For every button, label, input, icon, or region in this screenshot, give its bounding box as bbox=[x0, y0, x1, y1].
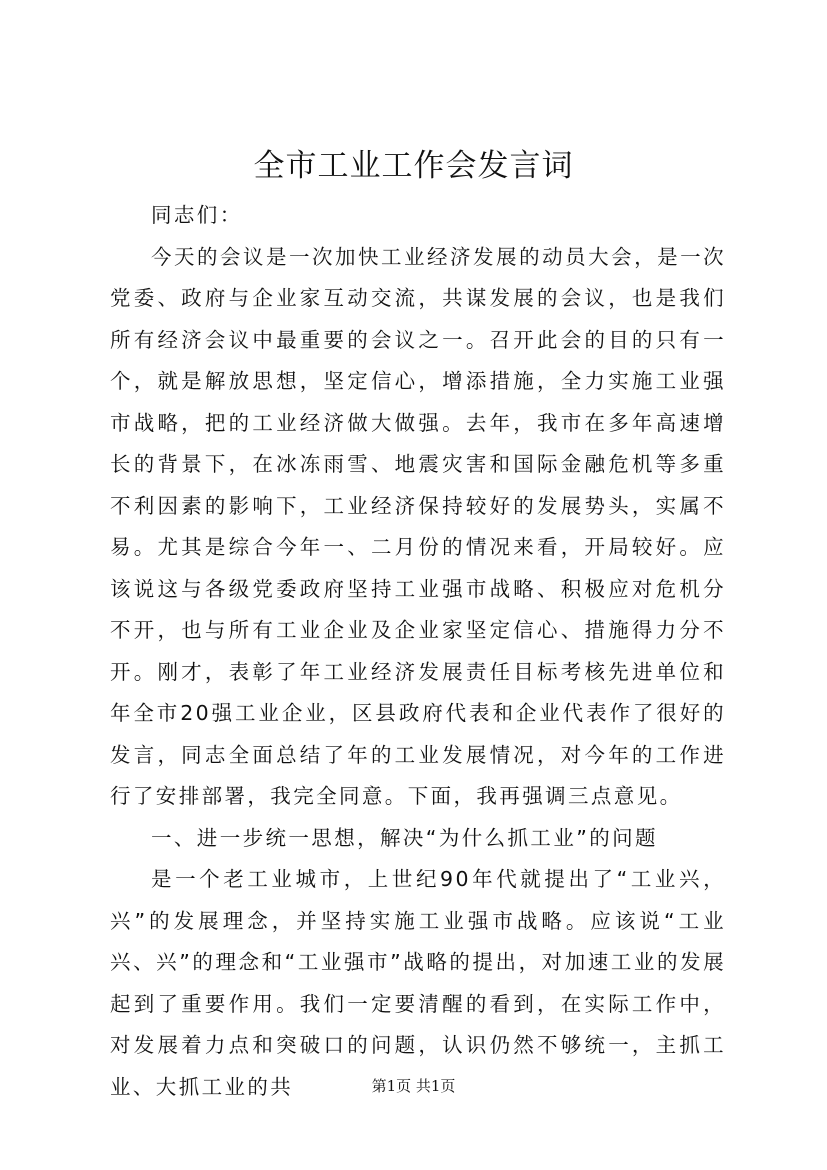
greeting-paragraph: 同志们： bbox=[151, 203, 243, 227]
page-footer: 第1页 共1页 bbox=[371, 1077, 456, 1095]
document-body bbox=[110, 195, 726, 1108]
section-heading: 一、进一步统一思想，解决“为什么抓工业”的问题 bbox=[151, 825, 658, 850]
page-title: 全市工业工作会发言词 bbox=[253, 148, 574, 184]
body-paragraph: 是一个老工业城市，上世纪90年代就提出了“工业兴，兴”的发展理念，并坚持实施工业强市战略。应该说“工业兴、兴”的理念和“工业强市”战略的提出，对加速工业的发展起到了重要作用。我们一定要清醒的看到，在实际工作中，对发展着力点和突破口的问题，认识仍然不够统一，主抓工业、大抓工业的共 bbox=[110, 867, 726, 1099]
body-paragraph: 今天的会议是一次加快工业经济发展的动员大会，是一次党委、政府与企业家互动交流，共谋发展的会议，也是我们所有经济会议中最重要的会议之一。召开此会的目的只有一个，就是解放思想，坚定信心，增添措施，全力实施工业强市战略，把的工业经济做大做强。去年，我市在多年高速增长的背景下，在冰冻雨雪、地震灾害和国际金融危机等多重不利因素的影响下，工业经济保持较好的发展势头，实属不易。尤其是综合今年一、二月份的情况来看，开局较好。应该说这与各级党委政府坚持工业强市战略、积极应对危机分不开，也与所有工业企业及企业家坚定信心、措施得力分不开。刚才，表彰了年工业经济发展责任目标考核先进单位和年全市20强工业企业，区县政府代表和企业代表作了很好的发言，同志全面总结了年的工业发展情况，对今年的工作进行了安排部署，我完全同意。下面，我再强调三点意见。 bbox=[110, 244, 726, 808]
